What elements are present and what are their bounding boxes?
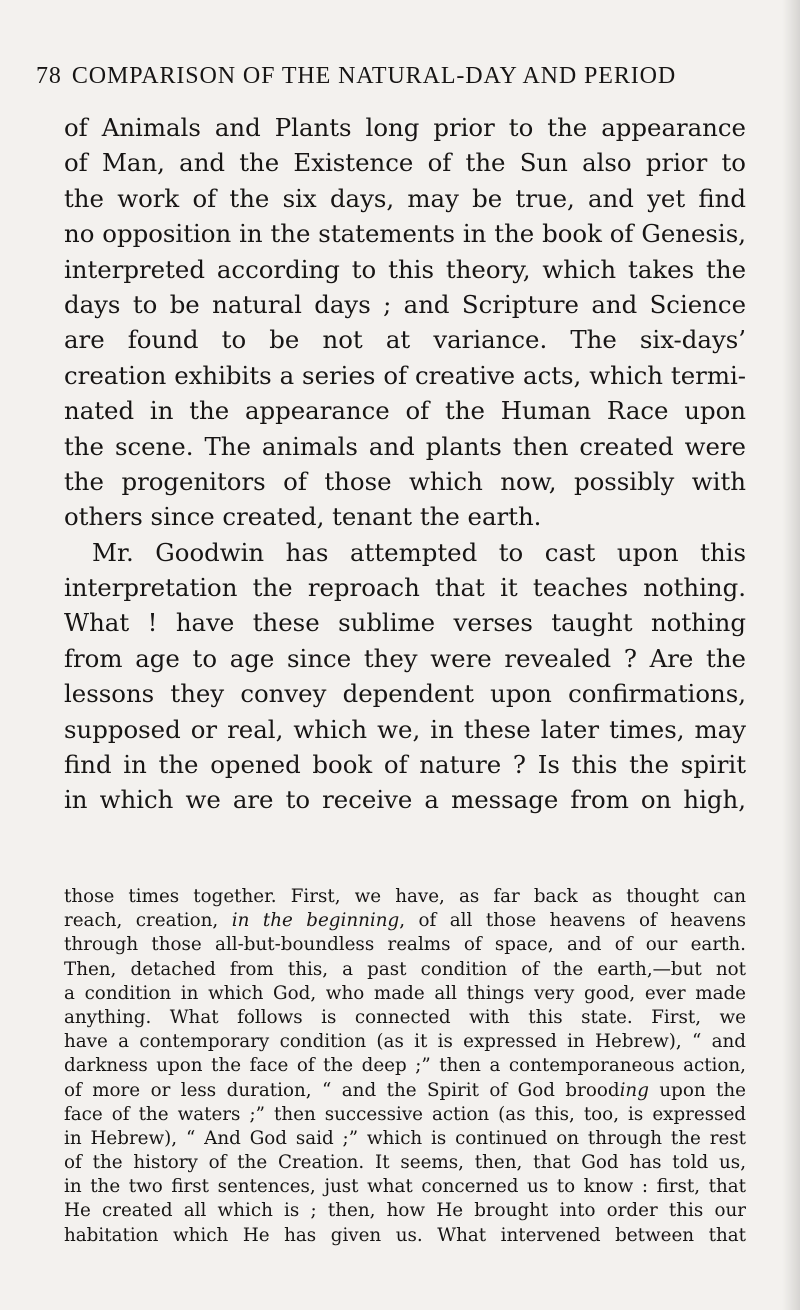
page-edge-shadow <box>782 0 800 1310</box>
main-text-line: lessons they convey dependent upon confirmations, <box>64 679 746 709</box>
main-text-line: interpreted according to this theory, which takes the <box>64 254 746 284</box>
main-text-line: What ! have these sublime verses taught nothing <box>64 608 746 638</box>
footnote-line: through those all-but-boundless realms of space, and of our earth. <box>64 934 746 956</box>
main-text-line: the scene. The animals and plants then created were <box>64 431 746 461</box>
footnote-line: Then, detached from this, a past condition of the earth,—but not <box>64 958 746 980</box>
main-text-line: days to be natural days ; and Scripture and Science <box>64 289 746 319</box>
footnote-line: He created all which is ; then, how He brought into order this our <box>64 1200 746 1222</box>
main-text-line: interpretation the reproach that it teaches nothing. <box>64 573 746 603</box>
footnote-line: of the history of the Creation. It seems, then, that God has told us, <box>64 1152 746 1174</box>
running-head-title: COMPARISON OF THE NATURAL-DAY AND PERIOD <box>71 63 677 89</box>
main-text-line: of Animals and Plants long prior to the appearance <box>64 113 746 142</box>
main-text-line: in which we are to receive a message from on high, <box>64 785 746 815</box>
running-head <box>36 64 766 88</box>
footnote-line <box>64 909 746 933</box>
main-text-line: Mr. Goodwin has attempted to cast upon this <box>92 537 746 567</box>
main-text-line: no opposition in the statements in the book of Genesis, <box>64 219 746 249</box>
footnote-line: face of the waters ;” then successive action (as this, too, is expressed <box>64 1103 746 1125</box>
footnote-segment: reach, creation, <box>64 910 232 932</box>
footnote-line: a condition in which God, who made all things very good, ever made <box>64 982 746 1004</box>
footnote-italic-suffix: ing <box>619 1079 649 1101</box>
main-text <box>64 110 746 818</box>
footnote-line: darkness upon the face of the deep ;” then a contemporaneous action, <box>64 1055 746 1077</box>
main-text-line: supposed or real, which we, in these later times, may <box>64 714 746 744</box>
main-text-line: the work of the six days, may be true, and yet find <box>64 183 746 213</box>
main-text-line: nated in the appearance of the Human Race upon <box>64 396 746 426</box>
footnote-line: habitation which He has given us. What intervened between that <box>64 1224 746 1246</box>
footnote-line: in Hebrew), “ And God said ;” which is continued on through the rest <box>64 1127 746 1149</box>
main-text-line: others since created, tenant the earth. <box>64 502 542 532</box>
footnote-line: anything. What follows is connected with this state. First, we <box>64 1006 746 1028</box>
footnote-text <box>64 885 746 1248</box>
main-text-line: are found to be not at variance. The six-days’ <box>64 325 746 355</box>
footnote-segment: upon the <box>648 1079 746 1101</box>
main-text-line: creation exhibits a series of creative acts, which termi- <box>64 360 746 390</box>
page-number: 78 <box>36 63 62 89</box>
footnote-line <box>64 1079 746 1103</box>
footnote-segment: of more or less duration, “ and the Spirit of God brood <box>64 1079 620 1101</box>
footnote-italic-phrase: in the beginning <box>231 910 400 932</box>
footnote-line: those times together. First, we have, as far back as thought can <box>64 886 746 907</box>
main-text-line: the progenitors of those which now, possibly with <box>64 466 746 496</box>
main-text-line: find in the opened book of nature ? Is this the spirit <box>64 750 746 780</box>
main-text-line: of Man, and the Existence of the Sun also prior to <box>64 148 746 178</box>
footnote-segment: , of all those heavens of heavens <box>399 910 746 932</box>
footnote-line: in the two first sentences, just what concerned us to know : first, that <box>64 1176 746 1198</box>
main-text-line: from age to age since they were revealed ? Are the <box>64 643 746 673</box>
footnote-line: have a contemporary condition (as it is expressed in Hebrew), “ and <box>64 1031 746 1053</box>
